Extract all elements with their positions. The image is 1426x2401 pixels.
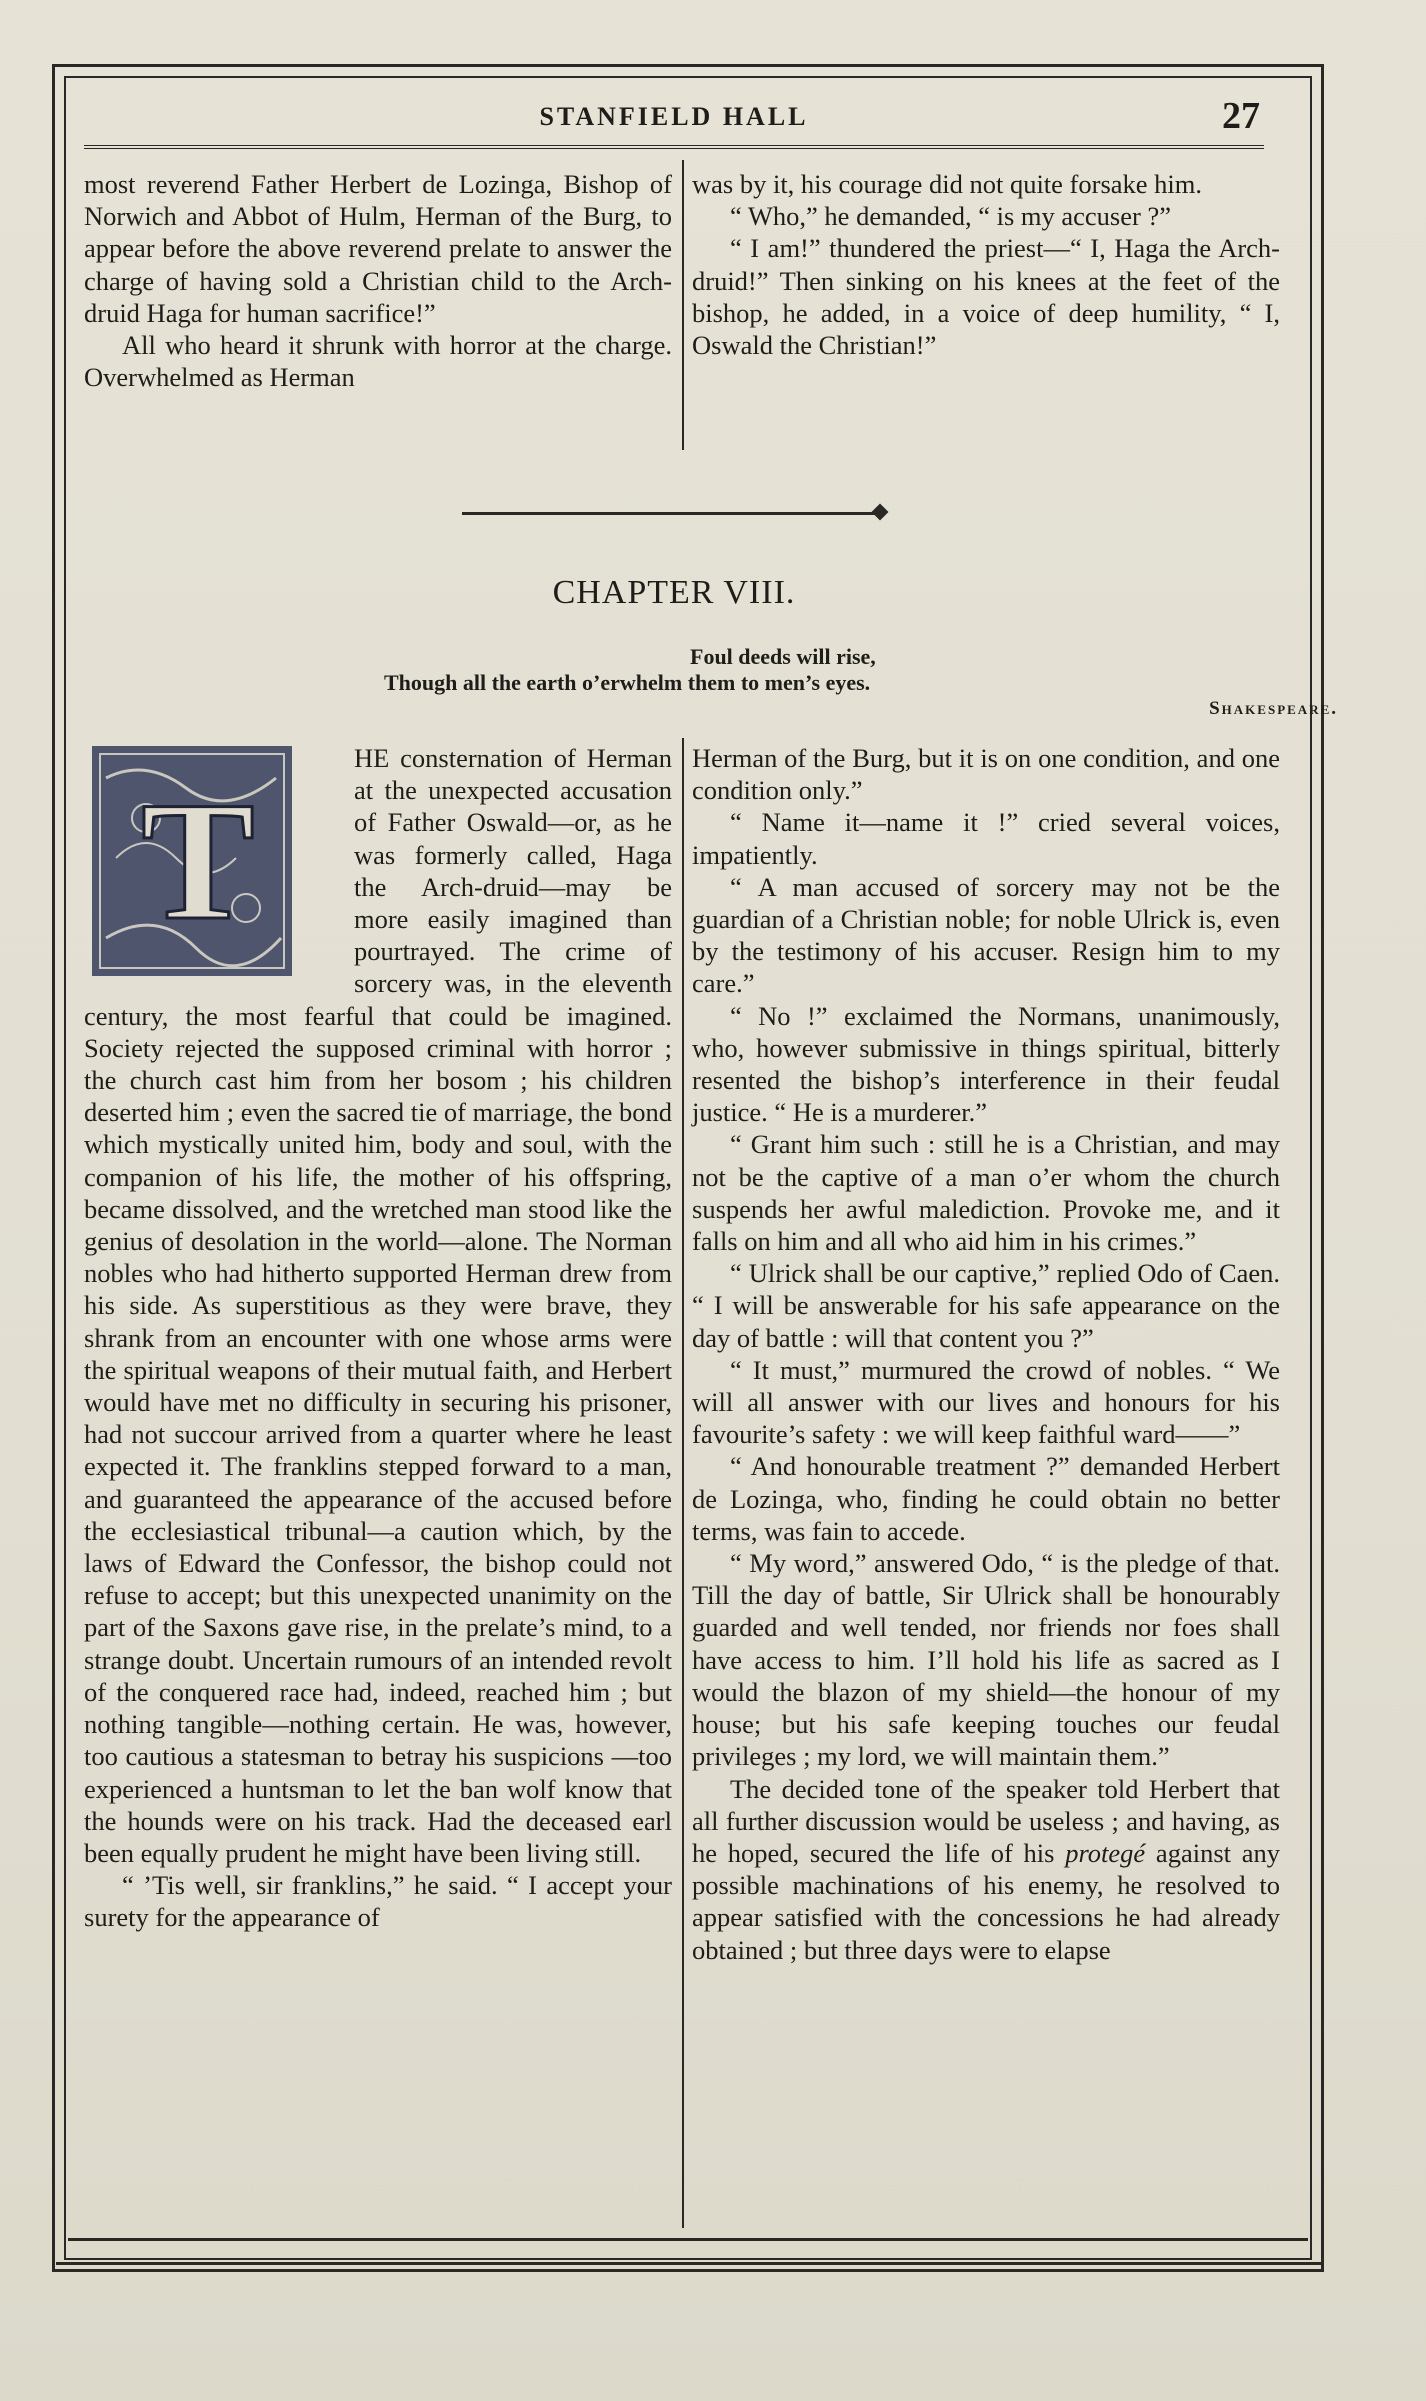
chapter-left-paragraph-2: “ ’Tis well, sir franklins,” he said. “ I accept your surety for the appearance of	[84, 1870, 672, 1933]
chapter-heading: CHAPTER VIII.	[552, 574, 796, 611]
epigraph-line-2: Though all the earth o’erwhelm them to men’s eyes.	[384, 670, 871, 695]
chapter-left-paragraph-1: HE consternation of Herman at the unexpected accusation of Father Oswald—or, as he was formerly called, Haga the Arch-druid—may be more easily imagined than pourtrayed. The crime of sorcery was, in the eleventh century, the most fearful that could be imagined. Society rejected the supposed criminal with horror ; the church cast him from her bosom ; his children deserted him ; even the sacred tie of marriage, the bond which mystically united him, body and soul, with the companion of his life, the mother of his offspring, became dissolved, and the wretched man stood like the genius of desolation in the world—alone. The Norman nobles who had hitherto supported Herman drew from his side. As superstitious as they were brave, they shrank from an encounter with one whose arms were the spiritual weapons of their mutual faith, and Herbert would have met no difficulty in securing his prisoner, had not succour arrived from a quarter where he least expected it. The franklins stepped forward to a man, and guaranteed the appearance of the accused before the ecclesiastical tribunal—a caution which, by the laws of Edward the Confessor, the bishop could not refuse to accept; but this unexpected unanimity on the part of the Saxons gave rise, in the prelate’s mind, to a strange doubt. Uncertain rumours of an intended revolt of the conquered race had, indeed, reached him ; but nothing tangible—nothing certain. He was, however, too cautious a statesman to betray his suspicions —too experienced a huntsman to let the ban wolf know that the hounds were on his track. Had the deceased earl been equally prudent he might have been living still.	[84, 743, 672, 1868]
chapter-right-paragraph-10	[692, 1773, 1280, 1966]
top-left-paragraph: most reverend Father Herbert de Lozinga, Bishop of Norwich and Abbot of Hulm, Herman of the Burg, to appear before the above reverend prelate to answer the charge of having sold a Christian child to the Arch-druid Haga for human sacrifice!”	[84, 169, 672, 328]
ornamental-initial-T	[86, 738, 316, 988]
paragraph-10-end: against any possible machinations of his enemy, he resolved to appear satisfied with the concessions he had already obtained ; but three days were to elapse	[692, 1837, 1280, 1965]
chapter-column-rule	[682, 738, 684, 2228]
top-right-paragraph-2: “ Who,” he demanded, “ is my accuser ?”	[730, 201, 1171, 232]
chapter-right-paragraph-4: “ No !” exclaimed the Normans, unanimously, who, however submissive in things spiritual, bitterly resented the bishop’s interference in their feudal justice. “ He is a murderer.”	[692, 1000, 1280, 1128]
chapter-right-paragraph-3: “ A man accused of sorcery may not be the guardian of a Christian noble; for noble Ulrick is, even by the testimony of his accuser. Resign him to my care.”	[692, 871, 1280, 999]
top-right-paragraph-3: “ I am!” thundered the priest—“ I, Haga the Arch-druid!” Then sinking on his knees at the feet of the bishop, he added, in a voice of deep humility, “ I, Oswald the Christian!”	[692, 233, 1280, 361]
chapter-right-paragraph-9: “ My word,” answered Odo, “ is the pledge of that. Till the day of battle, Sir Ulrick shall be honourably guarded and well tended, nor friends nor foes shall have access to him. I’ll hold his life as sacred as I would the blazon of my shield—the honour of my house; but his safe keeping touches our feudal privileges ; my lord, we will maintain them.”	[692, 1548, 1280, 1772]
section-separator	[462, 512, 882, 515]
chapter-right-paragraph-8: “ And honourable treatment ?” demanded Herbert de Lozinga, who, finding he could obtain no better terms, was fain to accede.	[692, 1451, 1280, 1546]
chapter-right-column	[692, 742, 1280, 1966]
chapter-right-paragraph-7: “ It must,” murmured the crowd of nobles. “ We will all answer with our lives and honours for his favourite’s safety : we will keep faithful ward——”	[692, 1354, 1280, 1450]
top-column-rule	[682, 160, 684, 450]
bottom-rule-outer	[56, 2262, 1322, 2265]
page-header	[84, 95, 1264, 140]
paragraph-10-start: The decided tone of the speaker told Herbert that all further discussion would be useless ; and having, as he hoped, secured the life of his	[692, 1773, 1280, 1868]
chapter-right-paragraph-1: Herman of the Burg, but it is on one condition, and one condition only.”	[692, 743, 1280, 806]
top-left-paragraph-2: All who heard it shrunk with horror at the charge. Overwhelmed as Herman	[84, 330, 672, 393]
epigraph-author: Shakespeare.	[1209, 698, 1338, 719]
chapter-right-paragraph-2: “ Name it—name it !” cried several voices, impatiently.	[692, 807, 1280, 870]
header-rule	[84, 145, 1264, 149]
top-right-paragraph-1: was by it, his courage did not quite forsake him.	[692, 169, 1203, 199]
page-number: 27	[1222, 95, 1260, 137]
running-title: STANFIELD HALL	[539, 102, 809, 131]
dropcap-letter: T	[141, 767, 255, 955]
chapter-right-paragraph-6: “ Ulrick shall be our captive,” replied Odo of Caen. “ I will be answerable for his safe appearance on the day of battle : will that content you ?”	[692, 1258, 1280, 1353]
bottom-rule-inner	[68, 2238, 1308, 2241]
top-left-column	[84, 168, 672, 393]
chapter-right-paragraph-5: “ Grant him such : still he is a Christian, and may not be the captive of a man o’er whom the church suspends her awful malediction. Provoke me, and it falls on him and all who aid him in his crimes.”	[692, 1129, 1280, 1257]
epigraph-line-1: Foul deeds will rise,	[690, 644, 876, 669]
top-right-column	[692, 168, 1280, 361]
italic-protege: protegé	[1065, 1837, 1146, 1868]
